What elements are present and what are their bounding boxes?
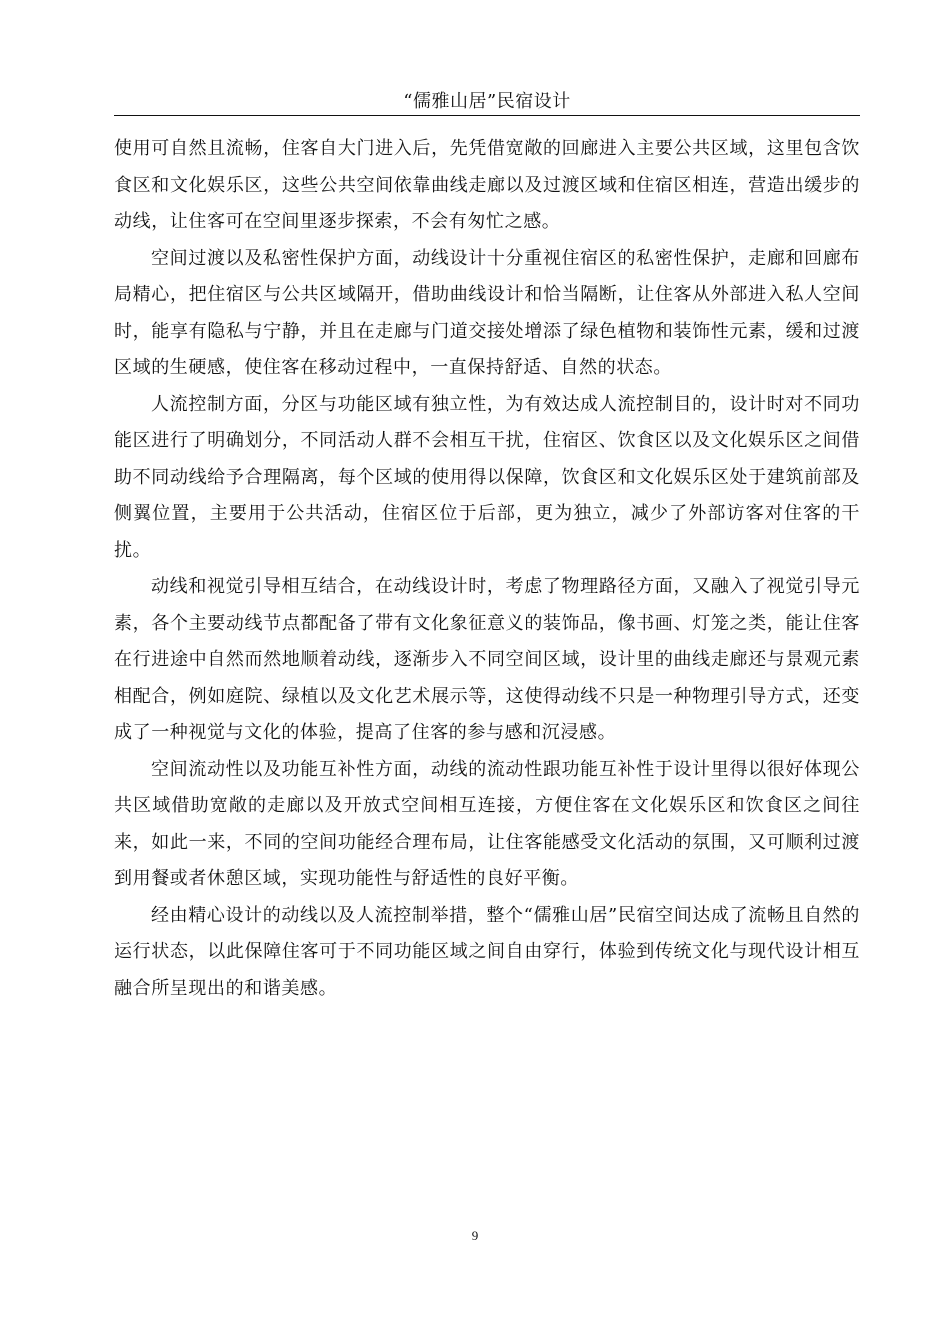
header-rule [114,115,860,116]
paragraph-continued: 使用可自然且流畅，住客自大门进入后，先凭借宽敞的回廊进入主要公共区域，这里包含饮食区和文化娱乐区，这些公共空间依靠曲线走廊以及过渡区域和住宿区相连，营造出缓步的动线，让住客可在空间里逐步探索，不会有匆忙之感。 [114,138,860,232]
paragraph-spatial-transition: 空间过渡以及私密性保护方面，动线设计十分重视住宿区的私密性保护，走廊和回廊布局精心，把住宿区与公共区域隔开，借助曲线设计和恰当隔断，让住客从外部进入私人空间时，能享有隐私与宁静，并且在走廊与门道交接处增添了绿色植物和装饰性元素，缓和过渡区域的生硬感，使住客在移动过程中，一直保持舒适、自然的状态。 [114,247,860,378]
paragraph-flow-control: 人流控制方面，分区与功能区域有独立性，为有效达成人流控制目的，设计时对不同功能区进行了明确划分，不同活动人群不会相互干扰，住宿区、饮食区以及文化娱乐区之间借助不同动线给予合理隔离，每个区域的使用得以保障，饮食区和文化娱乐区处于建筑前部及侧翼位置，主要用于公共活动，住宿区位于后部，更为独立，减少了外部访客对住客的干扰。 [114,393,860,561]
running-header: “儒雅山居”民宿设计 [403,91,571,112]
document-body [114,131,860,1007]
paragraph-space-fluidity: 空间流动性以及功能互补性方面，动线的流动性跟功能互补性于设计里得以很好体现公共区域借助宽敞的走廊以及开放式空间相互连接，方便住客在文化娱乐区和饮食区之间往来，如此一来，不同的空间功能经合理布局，让住客能感受文化活动的氛围，又可顺利过渡到用餐或者休憩区域，实现功能性与舒适性的良好平衡。 [114,758,860,889]
paragraph-visual-guidance: 动线和视觉引导相互结合，在动线设计时，考虑了物理路径方面，又融入了视觉引导元素，各个主要动线节点都配备了带有文化象征意义的装饰品，像书画、灯笼之类，能让住客在行进途中自然而然地顺着动线，逐渐步入不同空间区域，设计里的曲线走廊还与景观元素相配合，例如庭院、绿植以及文化艺术展示等，这使得动线不只是一种物理引导方式，还变成了一种视觉与文化的体验，提高了住客的参与感和沉浸感。 [114,576,860,743]
paragraph-conclusion: 经由精心设计的动线以及人流控制举措，整个“儒雅山居”民宿空间达成了流畅且自然的运行状态，以此保障住客可于不同功能区域之间自由穿行，体验到传统文化与现代设计相互融合所呈现出的和谐美感。 [114,904,860,999]
page-number: 9 [471,1228,479,1243]
